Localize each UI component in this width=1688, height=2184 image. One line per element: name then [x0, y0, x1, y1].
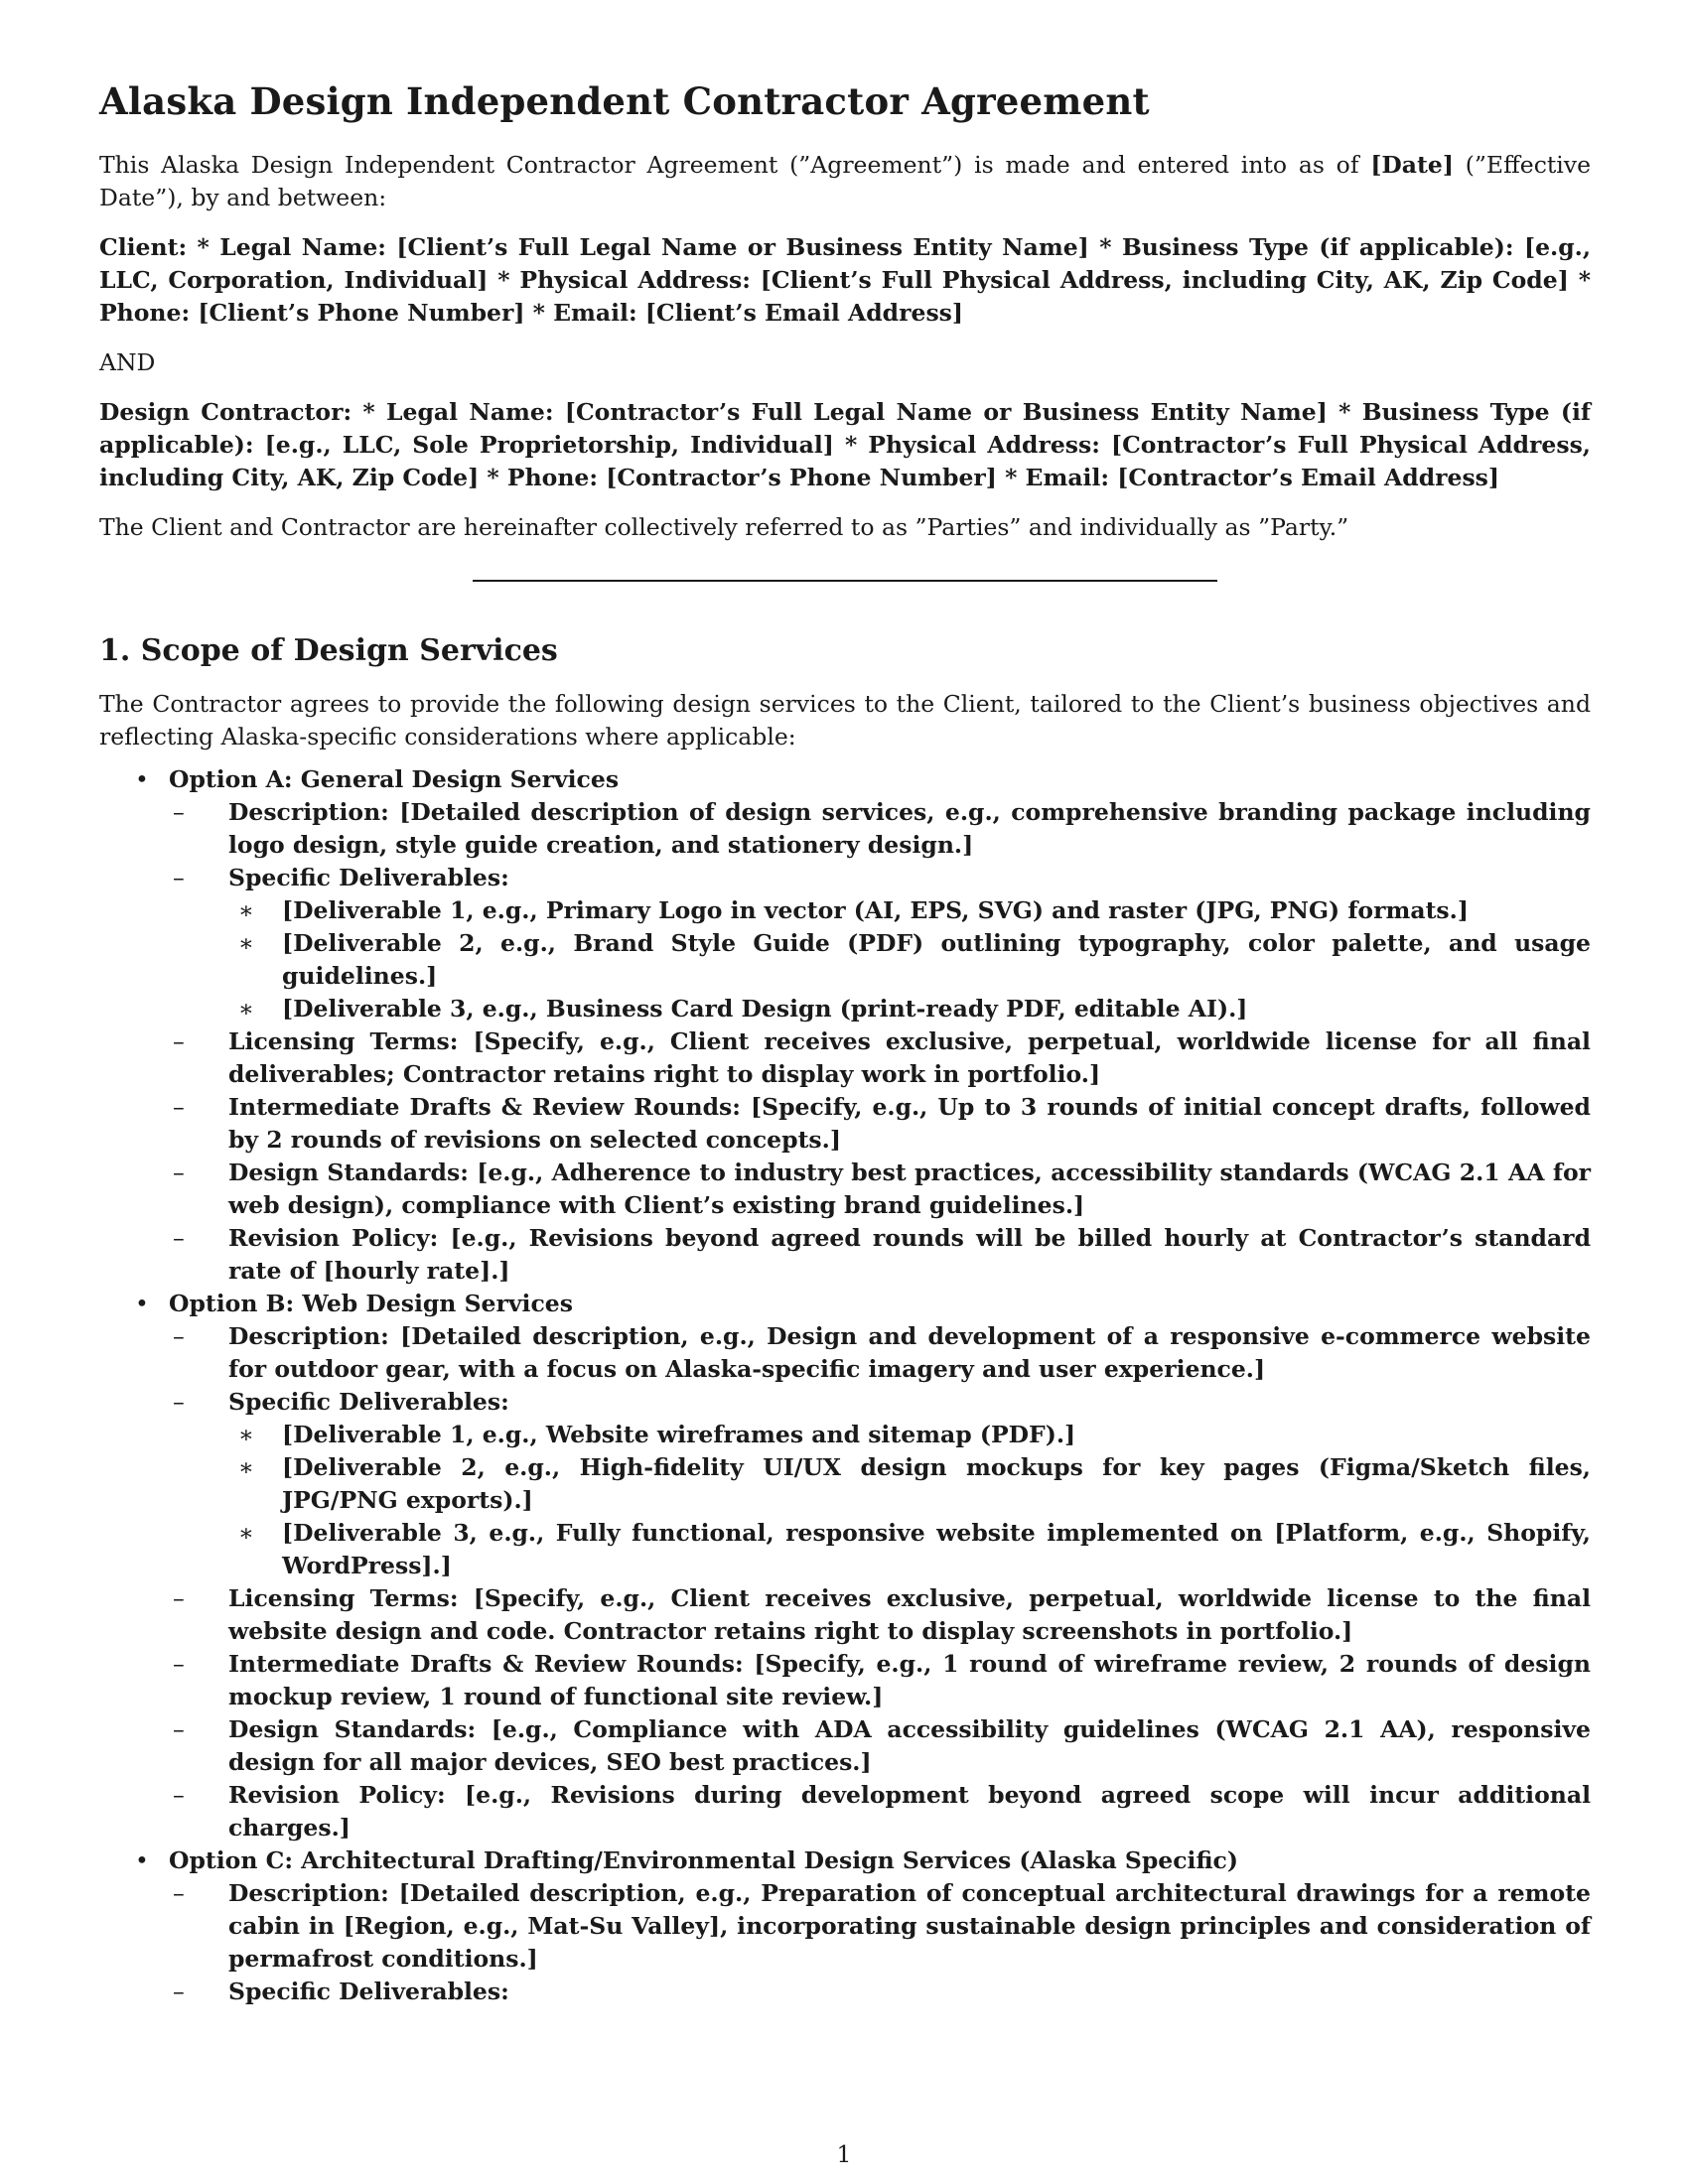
detail-item	[169, 1320, 1591, 1386]
bullet-marker: •	[135, 1290, 149, 1317]
option-title: Option C: Architectural Drafting/Environmental Design Services (Alaska Specific)	[169, 1846, 1238, 1874]
deliverable-text: [Deliverable 1, e.g., Website wireframes and sitemap (PDF).]	[282, 1421, 1076, 1448]
detail-item	[169, 1091, 1591, 1157]
detail-drafts: Intermediate Drafts & Review Rounds: [Specify, e.g., 1 round of wireframe review, 2 rounds of design mockup review, 1 round of functional site review.]	[228, 1650, 1591, 1710]
option-item	[99, 1288, 1591, 1844]
detail-licensing: Licensing Terms: [Specify, e.g., Client receives exclusive, perpetual, worldwide license for all final deliverables; Contractor retains right to display work in portfolio.]	[228, 1027, 1591, 1088]
detail-item	[169, 1025, 1591, 1091]
detail-revision: Revision Policy: [e.g., Revisions during development beyond agreed scope will incur additional charges.]	[228, 1781, 1591, 1842]
dash-marker: –	[173, 1650, 185, 1678]
intro-text-end: (”Effective Date”), by and between:	[99, 151, 1591, 211]
deliverable-item	[228, 1517, 1591, 1582]
star-marker: ∗	[238, 929, 254, 957]
detail-standards: Design Standards: [e.g., Adherence to industry best practices, accessibility standards (WCAG 2.1 AA for web design), compliance with Client’s existing brand guidelines.]	[228, 1159, 1591, 1219]
intro-paragraph	[99, 149, 1591, 214]
deliverable-text: [Deliverable 2, e.g., High-fidelity UI/UX design mockups for key pages (Figma/Sketch files, JPG/PNG exports).]	[282, 1453, 1591, 1514]
detail-item	[169, 1222, 1591, 1288]
detail-description: Description: [Detailed description, e.g., Preparation of conceptual architectural drawings for a remote cabin in [Region, e.g., Mat-Su Valley], incorporating sustainable design principles and consideration of permafrost conditions.]	[228, 1879, 1591, 1973]
bullet-marker: •	[135, 765, 149, 793]
star-marker: ∗	[238, 995, 254, 1023]
dash-marker: –	[173, 1159, 185, 1186]
dash-marker: –	[173, 1093, 185, 1121]
section-heading-scope: 1. Scope of Design Services	[99, 633, 558, 668]
dash-marker: –	[173, 864, 185, 891]
detail-description: Description: [Detailed description, e.g., Design and development of a responsive e-commerce website for outdoor gear, with a focus on Alaska-specific imagery and user experience.]	[228, 1322, 1591, 1383]
option-item	[99, 763, 1591, 1288]
detail-standards: Design Standards: [e.g., Compliance with ADA accessibility guidelines (WCAG 2.1 AA), responsive design for all major devices, SEO best practices.]	[228, 1715, 1591, 1776]
detail-item	[169, 1582, 1591, 1648]
option-title: Option B: Web Design Services	[169, 1290, 573, 1317]
detail-item	[169, 1157, 1591, 1222]
detail-item	[169, 1976, 1591, 2008]
dash-marker: –	[173, 1584, 185, 1612]
detail-description: Description: [Detailed description of design services, e.g., comprehensive branding package including logo design, style guide creation, and stationery design.]	[228, 798, 1591, 859]
deliverable-text: [Deliverable 1, e.g., Primary Logo in vector (AI, EPS, SVG) and raster (JPG, PNG) formats.]	[282, 896, 1469, 924]
effective-date-placeholder: [Date]	[1370, 151, 1454, 179]
client-block: Client: * Legal Name: [Client’s Full Legal Name or Business Entity Name] * Business Type (if applicable): [e.g., LLC, Corporation, Individual] * Physical Address: [Client’s Full Physical Address, including City, AK, Zip Code] * Phone: [Client’s Phone Number] * Email: [Client’s Email Address]	[99, 233, 1591, 327]
star-marker: ∗	[238, 1453, 254, 1481]
deliverable-item	[228, 894, 1591, 927]
deliverable-text: [Deliverable 3, e.g., Fully functional, responsive website implemented on [Platform, e.g., Shopify, WordPress].]	[282, 1519, 1591, 1579]
page-number: 1	[836, 2140, 852, 2168]
dash-marker: –	[173, 1388, 185, 1416]
option-details	[99, 796, 1591, 1288]
star-marker: ∗	[238, 1421, 254, 1448]
detail-licensing: Licensing Terms: [Specify, e.g., Client receives exclusive, perpetual, worldwide license to the final website design and code. Contractor retains right to display screenshots in portfolio.]	[228, 1584, 1591, 1645]
option-details	[99, 1877, 1591, 2008]
options-list	[99, 763, 1591, 2008]
detail-deliverables-label: Specific Deliverables:	[228, 1978, 509, 2005]
star-marker: ∗	[238, 1519, 254, 1547]
dash-marker: –	[173, 1027, 185, 1055]
star-marker: ∗	[238, 896, 254, 924]
dash-marker: –	[173, 1879, 185, 1907]
section-intro: The Contractor agrees to provide the following design services to the Client, tailored to the Client’s business objectives and reflecting Alaska-specific considerations where applicable:	[99, 690, 1591, 751]
document-title: Alaska Design Independent Contractor Agreement	[99, 79, 1150, 123]
option-details	[99, 1320, 1591, 1844]
deliverable-item	[228, 993, 1591, 1025]
dash-marker: –	[173, 798, 185, 826]
dash-marker: –	[173, 1224, 185, 1252]
option-title: Option A: General Design Services	[169, 765, 620, 793]
deliverable-text: [Deliverable 3, e.g., Business Card Design (print-ready PDF, editable AI).]	[282, 995, 1248, 1023]
detail-item	[169, 1648, 1591, 1713]
detail-item	[169, 796, 1591, 862]
detail-item	[169, 1713, 1591, 1779]
deliverables-list	[228, 894, 1591, 1025]
contractor-block: Design Contractor: * Legal Name: [Contractor’s Full Legal Name or Business Entity Name] * Business Type (if applicable): [e.g., LLC, Sole Proprietorship, Individual] * Physical Address: [Contractor’s Full Physical Address, including City, AK, Zip Code] * Phone: [Contractor’s Phone Number] * Email: [Contractor’s Email Address]	[99, 398, 1591, 491]
document-page	[99, 79, 1591, 2008]
dash-marker: –	[173, 1781, 185, 1809]
deliverable-text: [Deliverable 2, e.g., Brand Style Guide (PDF) outlining typography, color palette, and usage guidelines.]	[282, 929, 1591, 990]
detail-deliverables-label: Specific Deliverables:	[228, 864, 509, 891]
dash-marker: –	[173, 1322, 185, 1350]
bullet-marker: •	[135, 1846, 149, 1874]
parties-paragraph: The Client and Contractor are hereinafter collectively referred to as ”Parties” and individually as ”Party.”	[99, 513, 1349, 541]
detail-item	[169, 862, 1591, 1025]
deliverable-item	[228, 1451, 1591, 1517]
detail-item	[169, 1779, 1591, 1844]
dash-marker: –	[173, 1715, 185, 1743]
horizontal-divider	[473, 580, 1217, 582]
detail-item	[169, 1386, 1591, 1582]
detail-drafts: Intermediate Drafts & Review Rounds: [Specify, e.g., Up to 3 rounds of initial concept drafts, followed by 2 rounds of revisions on selected concepts.]	[228, 1093, 1591, 1154]
deliverable-item	[228, 1419, 1591, 1451]
and-separator: AND	[99, 348, 156, 376]
deliverables-list	[228, 1419, 1591, 1582]
detail-deliverables-label: Specific Deliverables:	[228, 1388, 509, 1416]
deliverable-item	[228, 927, 1591, 993]
option-item	[99, 1844, 1591, 2008]
detail-revision: Revision Policy: [e.g., Revisions beyond agreed rounds will be billed hourly at Contractor’s standard rate of [hourly rate].]	[228, 1224, 1591, 1285]
dash-marker: –	[173, 1978, 185, 2005]
detail-item	[169, 1877, 1591, 1976]
intro-text: This Alaska Design Independent Contractor Agreement (”Agreement”) is made and entered into as of	[99, 151, 1371, 179]
